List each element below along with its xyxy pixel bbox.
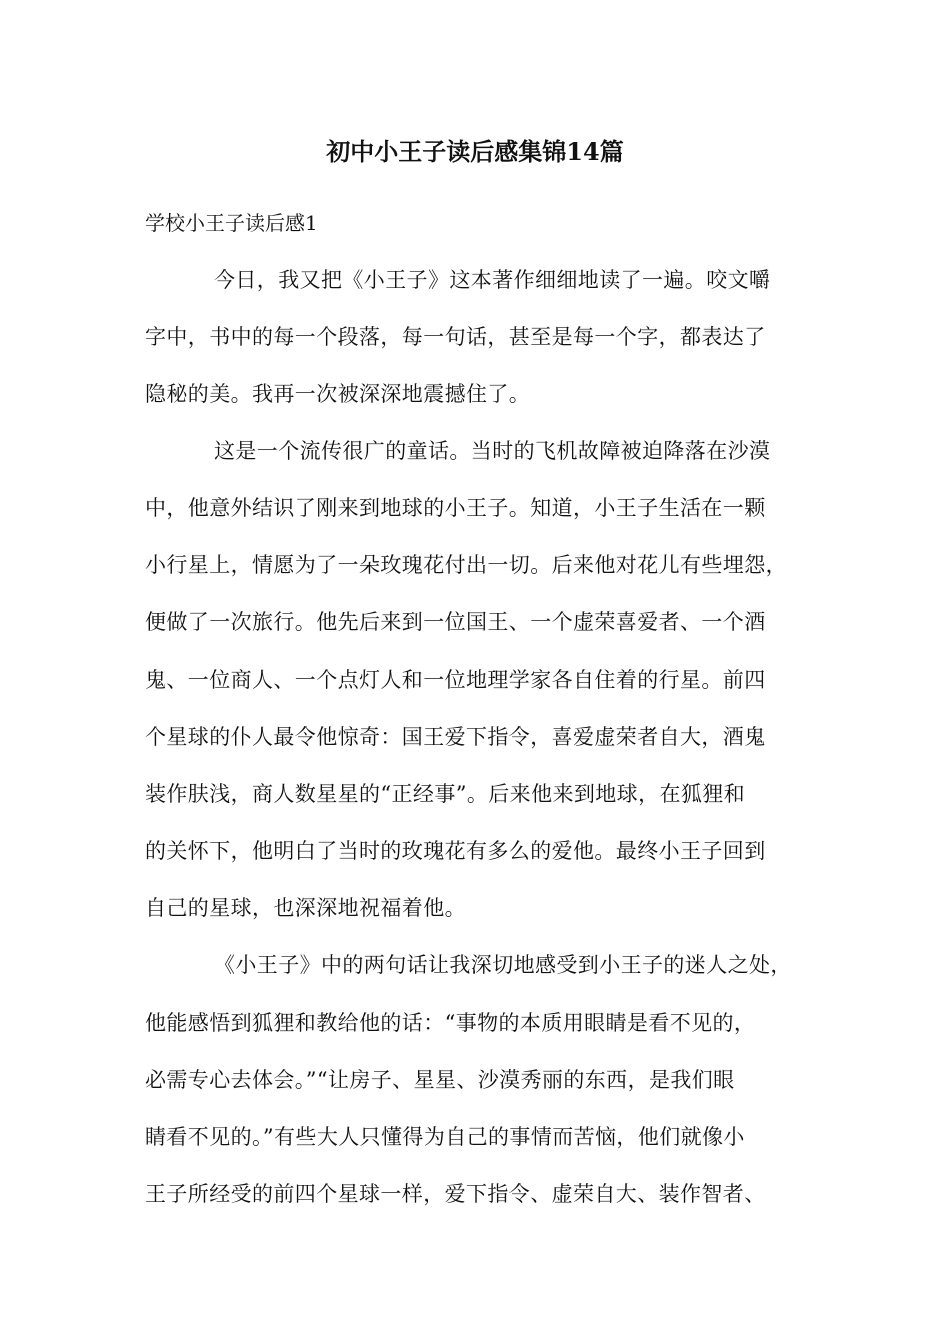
paragraph-line: 必需专心去体会。”“让房子、星星、沙漠秀丽的东西，是我们眼 bbox=[145, 1068, 735, 1092]
paragraph-line: 便做了一次旅行。他先后来到一位国王、一个虚荣喜爱者、一个酒 bbox=[145, 610, 766, 634]
paragraph-line: 自己的星球，也深深地祝福着他。 bbox=[145, 896, 466, 920]
paragraph-line: 鬼、一位商人、一个点灯人和一位地理学家各自住着的行星。前四 bbox=[145, 668, 766, 692]
document-title: 初中小王子读后感集锦14篇 bbox=[326, 137, 624, 166]
paragraph-line: 隐秘的美。我再一次被深深地震撼住了。 bbox=[145, 382, 531, 406]
paragraph-line: 《小王子》中的两句话让我深切地感受到小王子的迷人之处， bbox=[214, 953, 792, 977]
paragraph-line: 中，他意外结识了刚来到地球的小王子。知道，小王子生活在一颗 bbox=[145, 496, 766, 520]
paragraph-line: 睛看不见的。”有些大人只懂得为自己的事情而苦恼，他们就像小 bbox=[145, 1125, 745, 1149]
paragraph-line: 小行星上，情愿为了一朵玫瑰花付出一切。后来他对花儿有些埋怨， bbox=[145, 553, 787, 577]
paragraph-line: 他能感悟到狐狸和教给他的话：“事物的本质用眼睛是看不见的， bbox=[145, 1011, 756, 1035]
paragraph-line: 字中，书中的每一个段落，每一句话，甚至是每一个字，都表达了 bbox=[145, 325, 766, 349]
paragraph-line: 今日，我又把《小王子》这本著作细细地读了一遍。咬文嚼 bbox=[214, 268, 771, 292]
paragraph-line: 的关怀下，他明白了当时的玫瑰花有多么的爱他。最终小王子回到 bbox=[145, 839, 766, 863]
section-heading: 学校小王子读后感1 bbox=[145, 211, 318, 235]
paragraph-line: 这是一个流传很广的童话。当时的飞机故障被迫降落在沙漠 bbox=[214, 439, 771, 463]
paragraph-line: 个星球的仆人最令他惊奇：国王爱下指令，喜爱虚荣者自大，酒鬼 bbox=[145, 725, 766, 749]
paragraph-line: 装作肤浅，商人数星星的“正经事”。后来他来到地球，在狐狸和 bbox=[145, 782, 746, 806]
paragraph-line: 王子所经受的前四个星球一样，爱下指令、虚荣自大、装作智者、 bbox=[145, 1182, 766, 1206]
